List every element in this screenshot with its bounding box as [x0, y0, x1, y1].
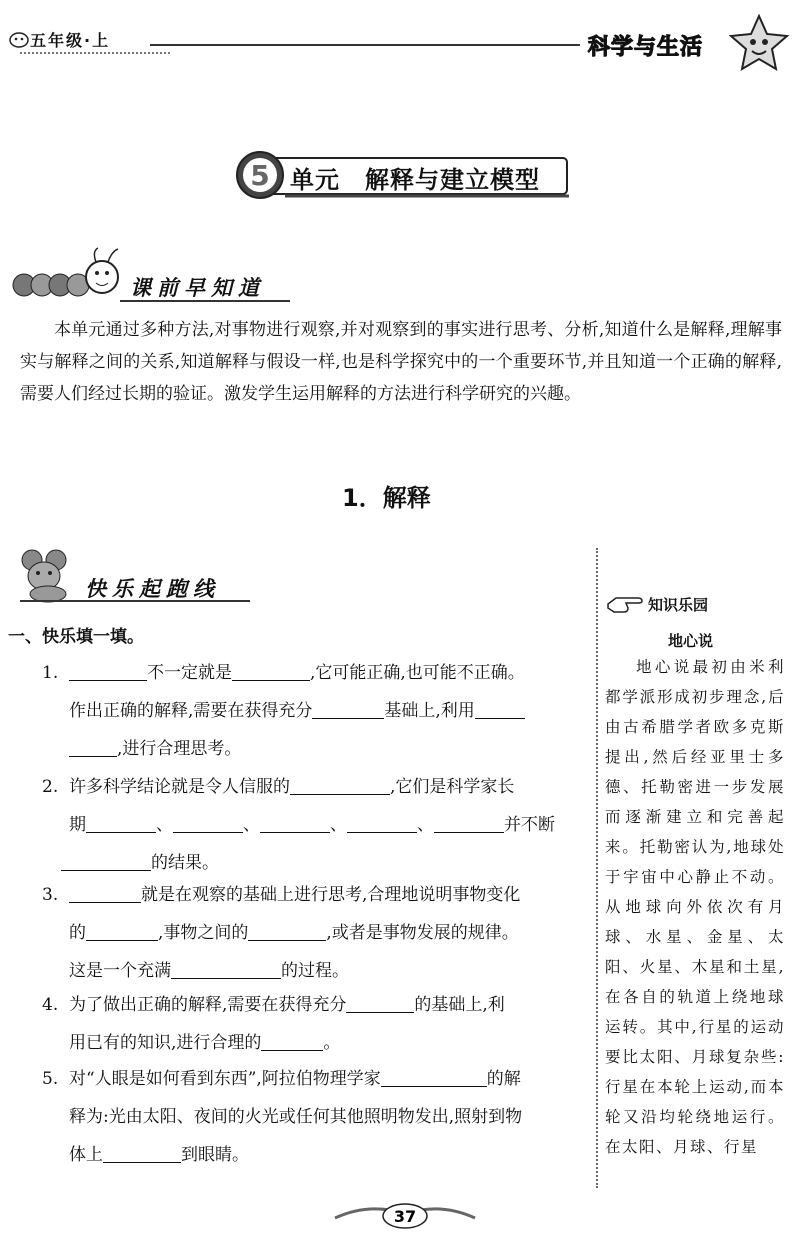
preview-paragraph: 本单元通过多种方法,对事物进行观察,并对观察到的事实进行思考、分析,知道什么是解释,理解事实与解释之间的关系,知道解释与假设一样,也是科学探究中的一个重要环节,并且知道一个正确的解释,需要人们经过长期的验证。激发学生运用解释的方法进行科学研究的兴趣。 — [20, 320, 782, 404]
question-text: 对“人眼是如何看到东西”,阿拉伯物理学家 — [69, 1069, 381, 1089]
answer-blank[interactable] — [86, 815, 156, 833]
question-3 — [36, 876, 591, 990]
answer-blank[interactable] — [475, 701, 525, 719]
answer-blank[interactable] — [69, 739, 117, 757]
question-text: 到眼睛。 — [181, 1145, 249, 1165]
unit-number: 5 — [250, 159, 270, 192]
answer-blank[interactable] — [381, 1069, 487, 1087]
answer-blank[interactable] — [69, 663, 147, 681]
question-number: 4. — [42, 995, 59, 1015]
answer-blank[interactable] — [312, 701, 384, 719]
unit-title: 单元 解释与建立模型 — [290, 166, 540, 194]
answer-blank[interactable] — [346, 995, 414, 1013]
sidebar-text: 地心说最初由米利都学派形成初步理念,后由古希腊学者欧多克斯提出,然后经亚里士多德、托勒密进一步发展而逐渐建立和完善起来。托勒密认为,地球处于宇宙中心静止不动。从地球向外依次有月球、水星、金星、太阳、火星、木星和土星,在各自的轨道上绕地球运转。其中,行星的运动要比太阳、月球复杂些:行星在本轮上运动,而本轮又沿均轮绕地运行。在太阳、月球、行星 — [605, 658, 785, 1156]
question-text: ,或者是事物发展的规律。 — [326, 923, 519, 943]
separator: 、 — [330, 815, 347, 835]
question-text: ,事物之间的 — [158, 923, 249, 943]
separator: 、 — [243, 815, 260, 835]
question-text: 用已有的知识,进行合理的 — [69, 1033, 262, 1053]
preview-heading-underline — [120, 300, 290, 302]
answer-blank[interactable] — [347, 815, 417, 833]
question-text: ,进行合理思考。 — [117, 739, 242, 759]
question-text: 。 — [323, 1033, 341, 1053]
question-4 — [36, 986, 591, 1062]
question-text: 就是在观察的基础上进行思考,合理地说明事物变化 — [141, 885, 521, 905]
answer-blank[interactable] — [232, 663, 310, 681]
answer-blank[interactable] — [86, 923, 158, 941]
question-text: 期 — [69, 815, 86, 835]
answer-blank[interactable] — [260, 815, 330, 833]
sidebar-label: 知识乐园 — [648, 596, 709, 614]
answer-blank[interactable] — [171, 961, 281, 979]
sidebar-title: 地心说 — [668, 632, 714, 650]
question-number: 2. — [42, 777, 59, 797]
start-line-heading: 快乐起跑线 — [85, 577, 220, 601]
question-number: 3. — [42, 885, 59, 905]
star-mascot-icon — [728, 14, 790, 72]
exercise-title: 一、快乐填一填。 — [8, 627, 144, 647]
question-1 — [36, 654, 591, 768]
question-text: 的结果。 — [151, 853, 219, 873]
question-text: 的过程。 — [281, 961, 349, 981]
question-number: 5. — [42, 1069, 59, 1089]
answer-blank[interactable] — [290, 777, 390, 795]
mouse-icon — [18, 548, 78, 603]
question-text: 许多科学结论就是令人信服的 — [69, 777, 290, 797]
answer-blank[interactable] — [434, 815, 504, 833]
answer-blank[interactable] — [69, 885, 141, 903]
question-text: 的基础上,利 — [414, 995, 505, 1015]
question-text: 释为:光由太阳、夜间的火光或任何其他照明物发出,照射到物 — [69, 1107, 523, 1127]
question-2 — [36, 768, 591, 882]
question-text: 为了做出正确的解释,需要在获得充分 — [69, 995, 347, 1015]
question-text: 作出正确的解释,需要在获得充分 — [69, 701, 313, 721]
separator: 、 — [417, 815, 434, 835]
answer-blank[interactable] — [173, 815, 243, 833]
question-number: 1. — [42, 663, 59, 683]
header-mascot-icon — [8, 30, 30, 48]
question-text: 这是一个充满 — [69, 961, 171, 981]
question-text: 基础上,利用 — [384, 701, 475, 721]
lesson-title: 1．解释 — [342, 484, 431, 512]
answer-blank[interactable] — [61, 853, 151, 871]
question-text: 不一定就是 — [147, 663, 232, 683]
question-5 — [36, 1060, 591, 1174]
header-rule — [150, 44, 580, 46]
start-line-underline — [20, 600, 250, 602]
question-text: 的 — [69, 923, 86, 943]
preview-heading: 课前早知道 — [130, 276, 265, 300]
grade-label: 五年级·上 — [30, 31, 111, 50]
book-title: 科学与生活 — [588, 35, 704, 60]
answer-blank[interactable] — [248, 923, 326, 941]
caterpillar-icon — [12, 245, 127, 310]
question-text: ,它们是科学家长 — [390, 777, 515, 797]
question-text: 并不断 — [504, 815, 555, 835]
pointing-hand-icon — [606, 590, 646, 616]
question-text: 的解 — [486, 1069, 521, 1089]
page-number: 37 — [393, 1207, 417, 1226]
page-number-badge — [330, 1200, 480, 1230]
separator: 、 — [156, 815, 173, 835]
header-dotted-rule — [20, 52, 170, 54]
answer-blank[interactable] — [261, 1033, 323, 1051]
question-text: 体上 — [69, 1145, 103, 1165]
sidebar-divider — [596, 548, 598, 1188]
answer-blank[interactable] — [103, 1145, 181, 1163]
question-text: ,它可能正确,也可能不正确。 — [310, 663, 525, 683]
